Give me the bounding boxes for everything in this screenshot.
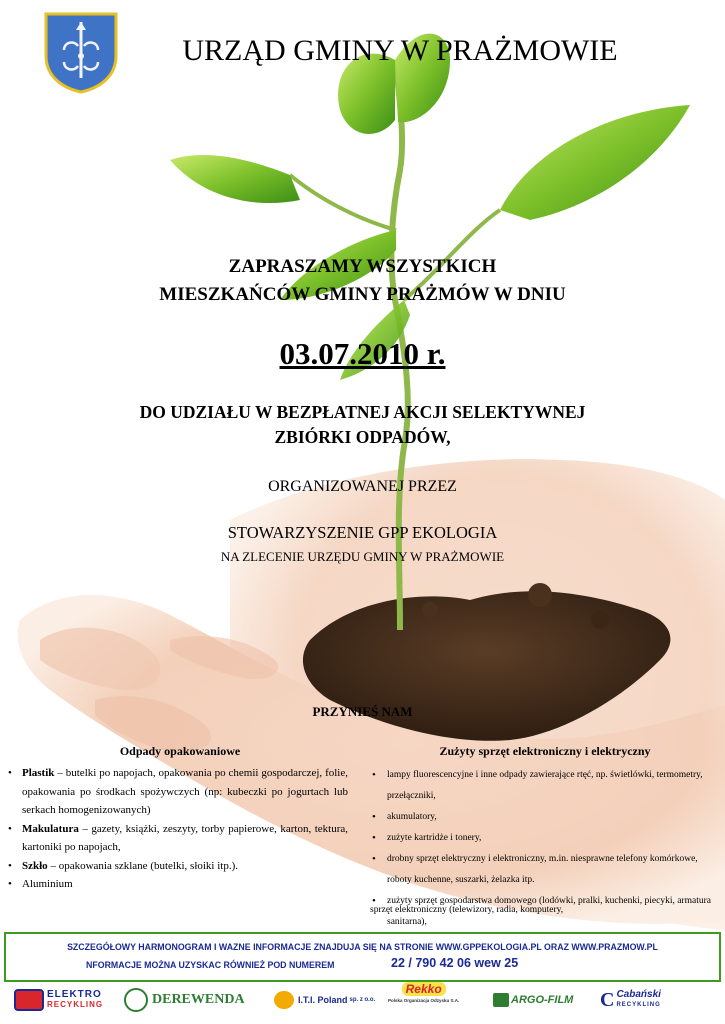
list-item: • Szkło – opakowania szklane (butelki, słoiki itp.).: [8, 857, 348, 876]
leaf-icon: [493, 993, 509, 1007]
list-item: • lampy fluorescencyjne i inne odpady zawierające rtęć, np. świetlówki, termometry, przełączniki,: [372, 765, 717, 807]
packaging-list: [8, 764, 348, 894]
invitation-line-1: ZAPRASZAMY WSZYSTKICH: [228, 256, 497, 277]
phone-number: 22 / 790 42 06 wew 25: [391, 956, 519, 970]
invitation-line-2: MIESZKAŃCÓW GMINY PRAŻMÓW W DNIU: [159, 284, 566, 305]
list-item: • akumulatory,: [372, 807, 717, 828]
list-item: • Plastik – butelki po napojach, opakowania po chemii gospodarczej, folie, opakowania po środkach spożywczych (np: kubeczki po jogurtach lub serkach homogenizowanych): [8, 764, 348, 820]
list-item: • zużyte kartridże i tonery,: [372, 828, 717, 849]
list-item: • zużyty sprzęt gospodarstwa domowego (lodówki, pralki, kuchenki, piecyki, armatura sanitarna),: [372, 891, 717, 933]
organized-by: ORGANIZOWANEJ PRZEZ: [268, 478, 457, 495]
list-item: • drobny sprzęt elektryczny i elektroniczny, m.in. niesprawne telefony komórkowe, roboty kuchenne, suszarki, żelazka itp.: [372, 849, 717, 891]
footer-line-2: NFORMACJE MOŻNA UZYSKAC RÓWNIEŻ POD NUMEREM: [86, 960, 335, 970]
electronics-heading: Zużyty sprzęt elektroniczny i elektryczny: [439, 744, 651, 758]
event-date: 03.07.2010 r.: [279, 336, 446, 371]
commission-text: NA ZLECENIE URZĘDU GMINY W PRAŻMOWIE: [220, 549, 505, 564]
info-footer: [4, 932, 721, 982]
footer-line-1: SZCZEGÓŁOWY HARMONOGRAM I WAZNE INFORMACJE ZNAJDUJA SIĘ NA STRONIE WWW.GPPEKOLOGIA.PL ORAZ WWW.PRAZMOW.PL: [67, 942, 658, 952]
bring-heading: PRZYNIEŚ NAM: [312, 704, 413, 719]
participation-line-2: ZBIÓRKI ODPADÓW,: [274, 427, 451, 447]
electronics-extra: sprzęt elektroniczny (telewizory, radia, komputery,: [370, 905, 564, 915]
c-logo-icon: C: [600, 988, 615, 1011]
page-title: URZĄD GMINY W PRAŻMOWIE: [182, 34, 618, 67]
packaging-heading: Odpady opakowaniowe: [119, 744, 241, 758]
list-item: • Aluminium: [8, 875, 348, 894]
rekko-logo: Rekko Polska Organizacja Odzysku S.A.: [388, 982, 460, 1003]
cabanski-logo: C Cabański RECYKLING: [600, 988, 661, 1011]
elektro-recykling-logo: ELEKTRO RECYKLING: [14, 986, 103, 1014]
argo-film-logo: ARGO-FILM: [493, 986, 573, 1014]
derewenda-logo: DEREWENDA: [124, 986, 245, 1014]
association-name: STOWARZYSZENIE GPP EKOLOGIA: [227, 523, 498, 542]
coat-of-arms-icon: [44, 12, 118, 94]
recycling-icon: [14, 989, 44, 1011]
circle-logo-icon: [124, 988, 148, 1012]
iti-poland-logo: I.T.I. Poland sp. z o.o.: [274, 986, 375, 1014]
participation-line-1: DO UDZIAŁU W BEZPŁATNEJ AKCJI SELEKTYWNEJ: [139, 402, 586, 422]
sun-icon: [274, 991, 294, 1009]
list-item: • Makulatura – gazety, książki, zeszyty, torby papierowe, karton, tektura, kartoniki po napojach,: [8, 820, 348, 857]
